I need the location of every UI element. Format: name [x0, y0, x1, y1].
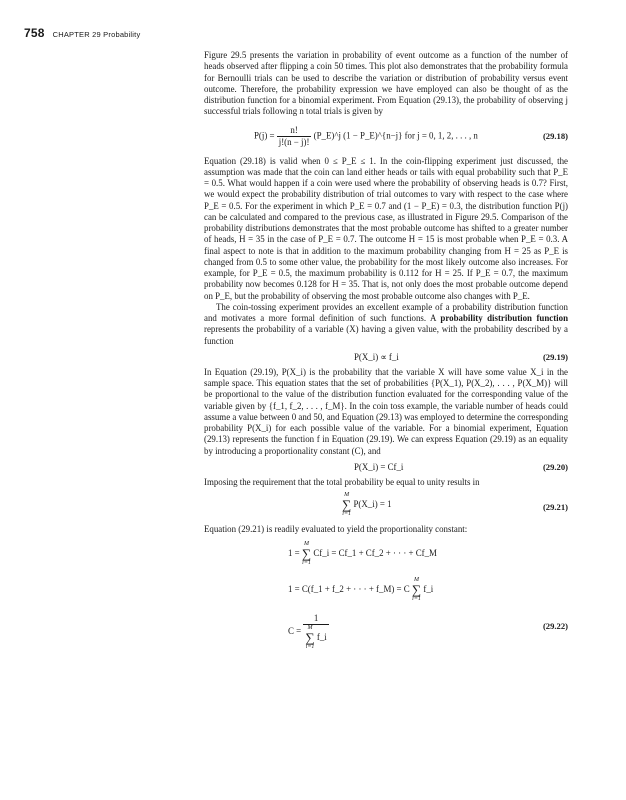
eq-29-21-lower-limit: i=1	[342, 511, 351, 517]
eq-29-22-line-3-summation	[305, 625, 314, 651]
paragraph-5: Imposing the requirement that the total probability be equal to unity results in	[204, 476, 480, 487]
equation-29-22	[204, 535, 568, 653]
sigma-symbol: ∑	[301, 546, 312, 562]
eq-29-21-summation	[342, 492, 351, 518]
eq-29-22-den-tail: f_i	[316, 632, 327, 643]
paragraph-1: Figure 29.5 presents the variation in probability of event outcome as a function of the number of heads observed after flipping a coin 50 times. This plot also demonstrates that the probability formula for Bernoulli trials can be used to describe the variation or distribution of probability versus event outcome. Therefore, the probability expression we have employed can also be thought of as the distribution function for a binomial experiment. From Equation (29.13), the probability of observing j successful trials following n total trials is given by	[204, 50, 568, 117]
paragraph-3	[204, 302, 568, 347]
eq-29-22-line-1-upper: M	[304, 541, 310, 548]
eq-29-22-line-3-lhs: C =	[288, 626, 302, 637]
eq-29-22-number: (29.22)	[542, 621, 568, 632]
equation-29-18	[204, 118, 568, 156]
eq-29-20-expr: P(X_i) = Cf_i	[354, 461, 404, 472]
eq-29-21-number: (29.21)	[542, 502, 568, 512]
paragraph-6: Equation (29.21) is readily evaluated to yield the proportionality constant:	[204, 524, 468, 534]
paragraph-4: In Equation (29.19), P(X_i) is the probability that the variable X will have some value X_i in the sample space. This equation states that the set of probabilities {P(X_1), P(X_2), . . . , P(X_M)} will be proportional to the value of the distribution function evaluated for the corresponding value of the variable given by {f_1, f_2, . . . , f_M}. In the coin toss example, the variable number of heads could assume a value between 0 and 50, and Equation (29.13) was employed to determine the corresponding probability P(X_i) for each possible value of the variable. For a binomial experiment, Equation (29.13) represents the function f in Equation (29.19). We can express Equation (29.19) as an equality by introducing a proportionality constant (C), and	[204, 366, 569, 456]
eq-29-22-line-2-tail: f_i	[423, 584, 434, 595]
eq-29-22-line-3-lower: i=1	[305, 644, 315, 651]
paragraph-3-start: The coin-tossing experiment provides an excellent example of a probability distribution function and motivates a more formal definition of such functions. A	[204, 301, 568, 323]
eq-29-22-line-1	[288, 541, 437, 567]
term-probability-distribution-function: probability distribution function	[440, 313, 568, 323]
eq-29-22-denominator	[303, 625, 328, 651]
eq-29-22-numerator: 1	[303, 613, 328, 625]
eq-29-19-expr: P(X_i) ∝ f_i	[354, 351, 399, 362]
eq-29-18-number: (29.18)	[542, 130, 568, 141]
eq-29-22-line-2-upper: M	[414, 577, 420, 584]
equation-29-20	[204, 457, 568, 477]
eq-29-18-denominator: j!(n − j)!	[278, 136, 310, 147]
sigma-symbol: ∑	[342, 497, 352, 512]
equation-29-21	[204, 488, 568, 524]
eq-29-18-numerator: n!	[277, 125, 312, 137]
equation-29-19	[204, 347, 568, 367]
eq-29-22-line-1-summation	[302, 541, 311, 567]
eq-29-20-number: (29.20)	[542, 461, 568, 472]
eq-29-22-line-3	[288, 613, 329, 651]
sigma-symbol: ∑	[411, 582, 422, 598]
eq-29-22-line-2-summation	[412, 577, 421, 603]
main-text	[204, 50, 568, 653]
eq-29-18-fraction	[277, 125, 312, 148]
paragraph-2: Equation (29.18) is valid when 0 ≤ P_E ≤ 1. In the coin-flipping experiment just discussed, the assumption was made that the coin can land either heads or tails with equal probability such that P_E = 0.5. What would happen if a coin were used where the probability of observing heads is 0.7? First, we would expect the probability distribution of trial outcomes to vary with respect to the case where P_E = 0.5. For the experiment in which P_E = 0.7 and (1 − P_E) = 0.3, the distribution function P(j) can be calculated and compared to the previous case, as illustrated in Figure 29.5. Comparison of the probability distributions demonstrates that the most probable outcome has shifted to a greater number of heads, H = 35 in the case of P_E = 0.7. The outcome H = 15 is most probable when P_E = 0.3. A final aspect to note is that in addition to the maximum probability changing from H = 25 as P_E is changed from 0.5 to some other value, the probability for the most likely outcome also increases. For example, for P_E = 0.5, the maximum probability is 0.112 for H = 25. If P_E = 0.7, the maximum probability now becomes 0.128 for H = 35. That is, not only does the most probable outcome depend on P_E, but the probability of observing the most probable outcome also changes with P_E.	[204, 155, 568, 301]
eq-29-22-line-3-upper: M	[307, 625, 313, 632]
eq-29-22-line-2-lower: i=1	[412, 596, 421, 603]
eq-29-22-line-1-rhs: Cf_i = Cf_1 + Cf_2 + · · · + Cf_M	[313, 548, 437, 559]
eq-29-22-line-1-lhs: 1 =	[288, 548, 300, 559]
eq-29-22-line-1-lower: i=1	[302, 560, 311, 567]
eq-29-22-line-2-text: 1 = C(f_1 + f_2 + · · · + f_M) = C	[288, 584, 410, 595]
eq-29-19-number: (29.19)	[542, 351, 568, 362]
eq-29-21-upper-limit: M	[344, 492, 350, 498]
eq-29-18-rhs: (P_E)^j (1 − P_E)^{n−j} for j = 0, 1, 2, . . . , n	[313, 130, 478, 141]
eq-29-22-fraction	[303, 613, 328, 651]
eq-29-22-line-2	[288, 577, 433, 603]
running-header	[24, 26, 140, 40]
paragraph-3-end: represents the probability of a variable (X) having a given value, with the probability described by a function	[204, 324, 568, 346]
eq-29-18-lhs: P(j) =	[254, 130, 275, 141]
chapter-label: CHAPTER 29 Probability	[52, 30, 141, 39]
page-number: 758	[24, 26, 45, 40]
eq-29-21-expr: P(X_i) = 1	[353, 499, 392, 510]
sigma-symbol: ∑	[305, 630, 315, 646]
